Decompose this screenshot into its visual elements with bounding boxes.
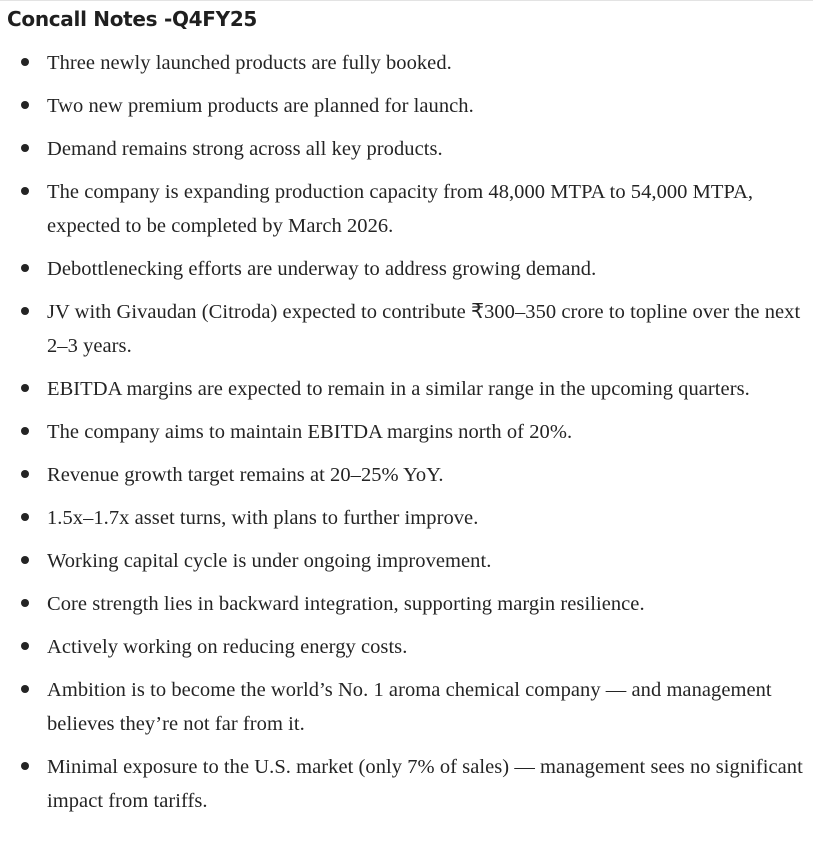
bullet-icon [21,685,29,693]
bullet-icon [21,556,29,564]
bullet-icon [21,762,29,770]
list-item [0,132,813,166]
list-item [0,750,813,818]
list-item-text: JV with Givaudan (Citroda) expected to contribute ₹300–350 crore to topline over the next 2–3 years. [47,301,801,357]
list-item [0,458,813,492]
list-item-text: Ambition is to become the world’s No. 1 aroma chemical company — and management believes they’re not far from it. [47,679,772,735]
list-item [0,372,813,406]
list-item-text: Demand remains strong across all key products. [47,138,443,160]
list-item [0,587,813,621]
bullet-icon [21,58,29,66]
top-divider [0,0,813,1]
list-item-text: EBITDA margins are expected to remain in a similar range in the upcoming quarters. [47,378,750,400]
list-item-text: Revenue growth target remains at 20–25% YoY. [47,464,444,486]
bullet-icon [21,470,29,478]
bullet-icon [21,307,29,315]
list-item-text: Three newly launched products are fully booked. [47,52,452,74]
list-item-text: Debottlenecking efforts are underway to address growing demand. [47,258,597,280]
bullet-icon [21,427,29,435]
bullet-icon [21,384,29,392]
bullet-icon [21,599,29,607]
list-item [0,673,813,741]
list-item [0,46,813,80]
list-item-text: Core strength lies in backward integration, supporting margin resilience. [47,593,645,615]
list-item [0,501,813,535]
bullet-icon [21,264,29,272]
page-title: Concall Notes -Q4FY25 [7,7,258,31]
list-item-text: Minimal exposure to the U.S. market (only 7% of sales) — management sees no significant impact from tariffs. [47,756,803,812]
list-item-text: Actively working on reducing energy costs. [47,636,408,658]
list-item [0,415,813,449]
list-item [0,544,813,578]
bullet-icon [21,101,29,109]
list-item [0,252,813,286]
list-item [0,175,813,243]
list-item-text: 1.5x–1.7x asset turns, with plans to further improve. [47,507,479,529]
bullet-icon [21,513,29,521]
bullet-icon [21,187,29,195]
list-item-text: The company is expanding production capacity from 48,000 MTPA to 54,000 MTPA, expected to be completed by March 2026. [47,181,754,237]
list-item-text: The company aims to maintain EBITDA margins north of 20%. [47,421,573,443]
notes-list [0,46,813,827]
bullet-icon [21,642,29,650]
list-item [0,630,813,664]
list-item [0,295,813,363]
list-item [0,89,813,123]
bullet-icon [21,144,29,152]
list-item-text: Working capital cycle is under ongoing improvement. [47,550,492,572]
list-item-text: Two new premium products are planned for launch. [47,95,474,117]
